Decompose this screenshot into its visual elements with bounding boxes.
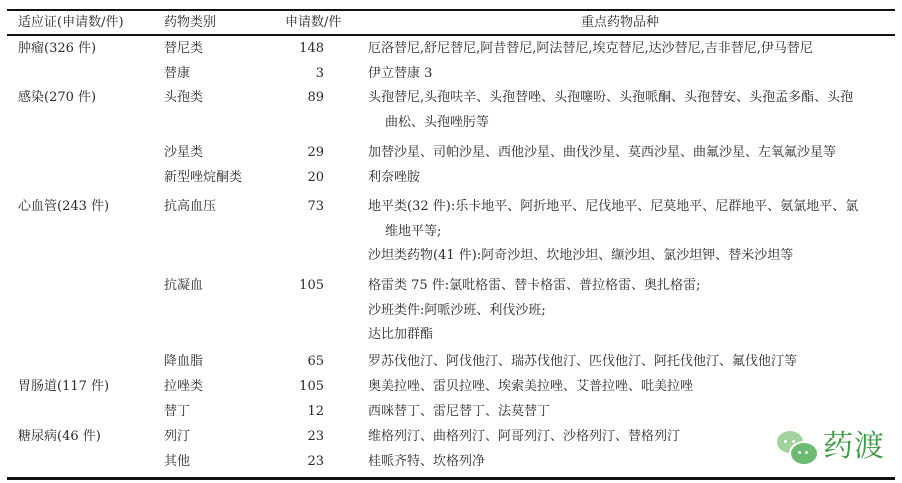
table-caption-cropped: [260, 0, 660, 4]
cell-key-drugs: [368, 141, 888, 166]
cell-key-drugs: [368, 86, 888, 135]
key-drugs-line: 厄洛替尼,舒尼替尼,阿昔替尼,阿法替尼,埃克替尼,达沙替尼,吉非替尼,伊马替尼: [368, 41, 813, 56]
watermark: [777, 430, 885, 464]
cell-drug-class: 抗凝血: [164, 278, 204, 293]
key-drugs-line: 达比加群酯: [368, 327, 434, 342]
key-drugs-line: 西咪替丁、雷尼替丁、法莫替丁: [368, 404, 551, 419]
cell-drug-class: 抗高血压: [164, 199, 217, 214]
wechat-icon: [777, 431, 817, 463]
key-drugs-line: 桂哌齐特、坎格列净: [368, 454, 486, 469]
cell-drug-class: 沙星类: [164, 145, 204, 160]
cell-applications: 148: [299, 41, 324, 56]
cell-drug-class: 头孢类: [164, 90, 204, 105]
key-drugs-line: 加替沙星、司帕沙星、西他沙星、曲伐沙星、莫西沙星、曲氟沙星、左氧氟沙星等: [368, 145, 837, 160]
cell-drug-class: 降血脂: [164, 354, 204, 369]
cell-indication: 胃肠道(117 件): [18, 379, 110, 394]
cell-key-drugs: [368, 400, 888, 425]
cell-applications: 105: [299, 278, 324, 293]
key-drugs-line: 维格列汀、曲格列汀、阿哥列汀、沙格列汀、替格列汀: [368, 429, 681, 444]
cell-applications: 12: [307, 404, 324, 419]
key-drugs-line: 沙班类件:阿哌沙班、利伐沙班;: [368, 302, 546, 318]
cell-applications: 3: [315, 65, 324, 81]
cell-drug-class: 替尼类: [164, 41, 204, 56]
cell-key-drugs: [368, 195, 888, 269]
key-drugs-line: 伊立替康 3: [368, 65, 433, 81]
cell-applications: 20: [307, 169, 324, 185]
table-header: [0, 11, 902, 34]
key-drugs-line: 维地平等;: [385, 223, 442, 239]
cell-indication: 心血管(243 件): [18, 199, 110, 214]
key-drugs-line: 地平类(32 件):乐卡地平、阿折地平、尼伐地平、尼莫地平、尼群地平、氨氯地平、氯: [368, 199, 859, 214]
cell-drug-class: 列汀: [164, 429, 191, 444]
cell-indication: 糖尿病(46 件): [18, 429, 101, 444]
header-applications: 申请数/件: [285, 15, 342, 30]
cell-drug-class: 替康: [164, 65, 191, 81]
key-drugs-line: 头孢替尼,头孢呋辛、头孢替唑、头孢噻吩、头孢哌酮、头孢替安、头孢孟多酯、头孢: [368, 90, 854, 105]
header-indication: 适应证(申请数/件): [18, 15, 124, 30]
cell-key-drugs: [368, 37, 888, 62]
cell-drug-class: 拉唑类: [164, 379, 204, 394]
key-drugs-line: 曲松、头孢唑肟等: [385, 114, 490, 130]
cell-applications: 29: [307, 145, 324, 160]
key-drugs-line: 格雷类 75 件:氯吡格雷、替卡格雷、普拉格雷、奥扎格雷;: [368, 278, 701, 293]
cell-drug-class: 新型唑烷酮类: [164, 169, 243, 185]
key-drugs-line: 沙坦类药物(41 件):阿奇沙坦、坎地沙坦、缬沙坦、氯沙坦钾、替米沙坦等: [368, 248, 794, 263]
cell-drug-class: 替丁: [164, 404, 191, 419]
cell-indication: 感染(270 件): [18, 90, 97, 105]
cell-applications: 65: [307, 354, 324, 369]
cell-applications: 105: [299, 379, 324, 394]
cell-indication: 肿瘤(326 件): [18, 41, 97, 56]
cell-key-drugs: [368, 166, 888, 191]
cell-applications: 23: [307, 454, 324, 469]
table-header-rule: [7, 34, 895, 36]
cell-drug-class: 其他: [164, 454, 191, 469]
key-drugs-line: 利奈唑胺: [368, 169, 421, 185]
cell-applications: 89: [307, 90, 324, 105]
cell-key-drugs: [368, 62, 888, 87]
key-drugs-line: 奥美拉唑、雷贝拉唑、埃索美拉唑、艾普拉唑、吡美拉唑: [368, 379, 694, 394]
header-drug-class: 药物类别: [164, 15, 217, 30]
watermark-text: 药渡: [823, 429, 885, 464]
cell-key-drugs: [368, 274, 888, 348]
key-drugs-line: 罗苏伐他汀、阿伐他汀、瑞苏伐他汀、匹伐他汀、阿托伐他汀、氟伐他汀等: [368, 354, 798, 369]
header-key-drugs: 重点药物品种: [581, 15, 660, 30]
cell-key-drugs: [368, 350, 888, 375]
cell-applications: 23: [307, 429, 324, 444]
cell-applications: 73: [307, 199, 324, 214]
table-bottom-rule: [7, 477, 895, 480]
cell-key-drugs: [368, 375, 888, 400]
